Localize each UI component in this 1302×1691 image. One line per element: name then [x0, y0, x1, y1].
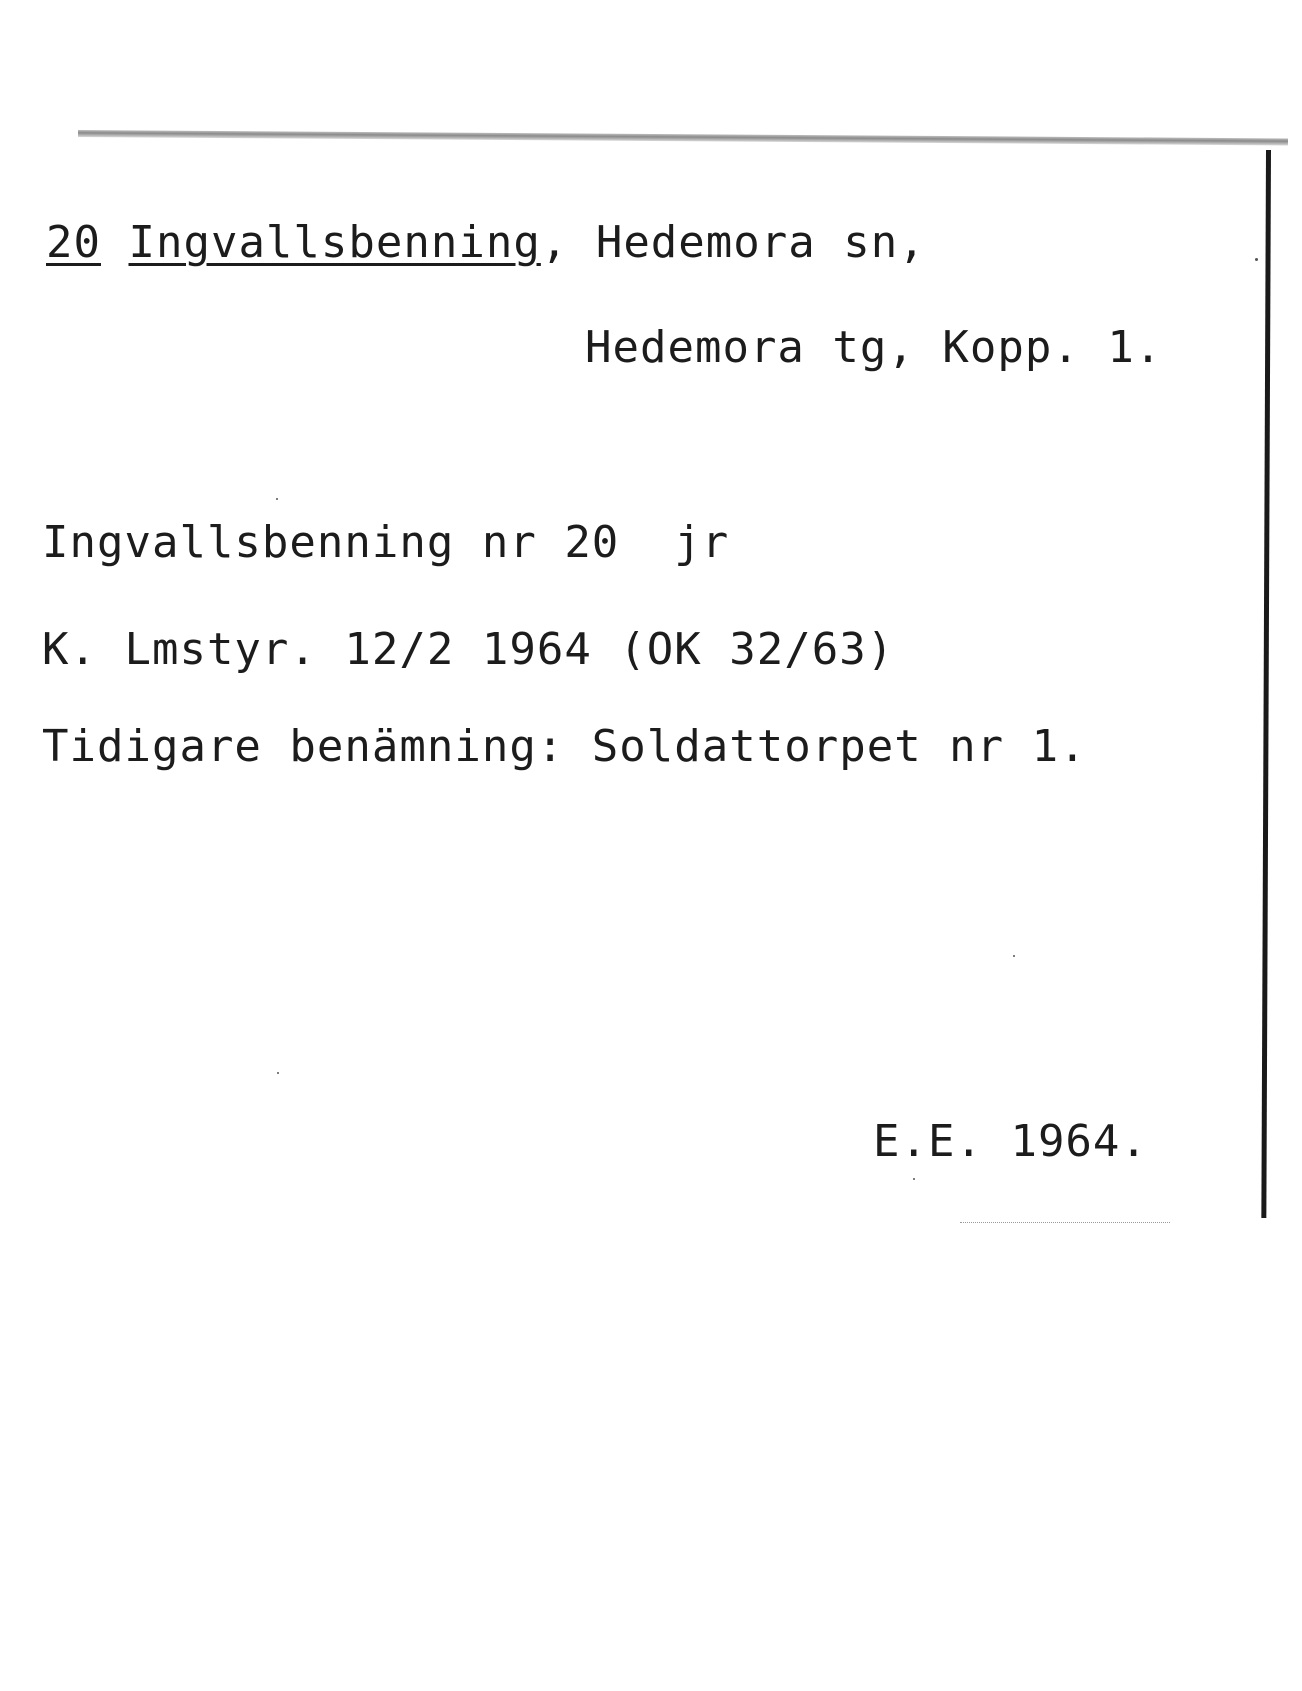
speck: [1013, 955, 1015, 957]
card-top-edge: [78, 130, 1288, 145]
speck: [276, 498, 278, 500]
former-name-line: Tidigare benämning: Soldattorpet nr 1.: [42, 721, 1087, 772]
decision-line: K. Lmstyr. 12/2 1964 (OK 32/63): [42, 624, 895, 675]
entry-name-line: Ingvallsbenning nr 20 jr: [42, 517, 730, 568]
district-line: Hedemora tg, Kopp. 1.: [585, 322, 1163, 373]
signature-line: E.E. 1964.: [873, 1116, 1148, 1167]
speck: [913, 1178, 915, 1180]
card-heading: [46, 218, 926, 268]
speck: [1255, 258, 1258, 261]
place-name: Ingvallsbenning: [128, 217, 541, 268]
parish-name: , Hedemora sn,: [540, 217, 926, 268]
place-number: 20: [46, 217, 101, 268]
card-right-edge: [1261, 150, 1271, 1218]
speck: [277, 1072, 279, 1074]
card-bottom-edge: [960, 1222, 1170, 1224]
